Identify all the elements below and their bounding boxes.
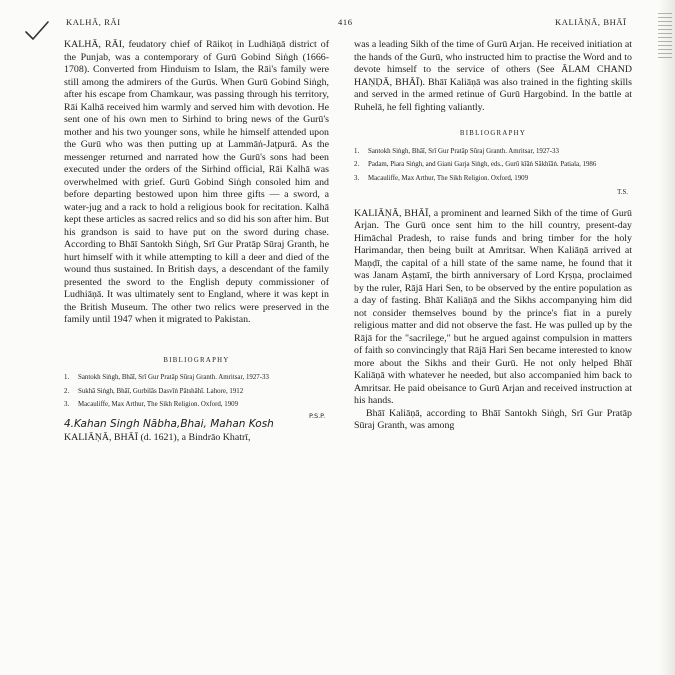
running-header-right: KALIĀṆĀ, BHĀĪ xyxy=(555,17,627,27)
article-kaliana-bhai: KALIĀṆĀ, BHĀĪ, a prominent and learned Sikh of the time of Gurū Arjan. The Gurū once sent him to the hill country, present-day Himāchal Pradesh, to raise funds and bring timber for the holy Harimandar, then being built at Amritsar. When Kaliāṇā arrived at Maṇḍī, the capital of a hill state of the same name, he found that it was Janam Aṣṭamī, the birth anniversary of Lord Kṛṣṇa, proclaimed by the ruler, Rājā Hari Sen, to be observed by the entire population as a day of fasting. Bhāī Kaliāṇā and the Sikhs accompanying him did not consider themselves bound by the prince's fiat in a purely religious matter and did not observe the fast. He was pulled up by the Rājā for the "sacrilege," but he argued against compulsion in matters of faith so convincingly that Rājā Hari Sen became interested to know more about the Sikhs and their Gurū. He not only helped Bhāī Kaliāṇā with whatever he needed, but also accompanied him back to Amritsar. He paid obeisance to Gurū Arjan and received instruction at his hands. xyxy=(354,207,632,407)
left-column xyxy=(64,39,329,444)
article-kalha-rai: KALHĀ, RĀI, feudatory chief of Rāikoṭ in Ludhiāṇā district of the Punjab, was a contemporary of Gurū Gobind Siṅgh (1666-1708). Converted from Hinduism to Islam, the Rāi's family were still among the admirers of the Gurūs. When Gurū Gobind Siṅgh, after his escape from Chamkaur, was passing through his territory, Rāi Kalhā received him warmly and served him with devotion. He sent one of his own men to Sirhind to bring news of the Gurū's mother and his two younger sons, while he himself attended upon the Gurū who was then putting up at Lammāṅ-Jaṭpurā. As the messenger returned and narrated how the Gurū's sons had been executed under the orders of the Sirhind official, Rāi Kalhā was overwhelmed with grief. Gurū Gobind Siṅgh consoled him and before departing bestowed upon him three gifts — a sword, a water-jug and a rack to hold a religious book for recitation. Kalhā kept these articles as sacred relics and so did his son after him. But his grandson is said to have put on the sword during chase. According to Bhāī Santokh Siṅgh, Srī Gur Pratāp Sūraj Granth, he hurt himself with it while attempting to kill a deer and died of the wound thus sustained. In British days, a descendant of the family presented the sword to the English deputy commissioner of Ludhiāṇā. It was ultimately sent to England, where it was kept in the British Museum. The other two relics were preserved in the family until 1947 when it migrated to Pakistan. xyxy=(64,39,329,325)
bibliography-entry: 2. Padam, Piara Siṅgh, and Giani Garja Siṅgh, eds., Gurū kīāṅ Sākhīāṅ. Patiala, 1986 xyxy=(354,161,597,169)
bibliography-list xyxy=(354,147,632,184)
bibliography-entry: 3. Macauliffe, Max Arthur, The Sikh Religion. Oxford, 1909 xyxy=(64,401,239,409)
bibliography-entry: 3. Macauliffe, Max Arthur, The Sikh Religion. Oxford, 1909 xyxy=(354,174,529,182)
handwritten-checkmark-icon xyxy=(24,20,50,42)
bibliography-list xyxy=(64,373,329,410)
right-column xyxy=(354,39,632,433)
binding-speckle xyxy=(658,10,672,58)
bibliography-heading: BIBLIOGRAPHY xyxy=(459,130,527,137)
bibliography-entry: 1. Santokh Siṅgh, Bhāī, Srī Gur Pratāp Sūraj Granth. Amritsar, 1927-33 xyxy=(354,147,559,155)
author-signature: T.S. xyxy=(617,189,628,197)
article-kaliana-bhai-cont: Bhāī Kaliāṇā, according to Bhāī Santokh Siṅgh, Srī Gur Pratāp Sūraj Granth, was among xyxy=(354,407,632,432)
article-kaliana-continued: was a leading Sikh of the time of Gurū Arjan. He received initiation at the hands of the Gurū, who instructed him to practise the Word and to devote himself to the service of others (See ĀLAM CHAND HAṆḌĀ, BHĀĪ). Bhāī Kaliāṇā was also trained in the fighting skills and served in the armed retinue of Gurū Hargobind. In the battle at Ruhelā, he fell fighting valiantly. xyxy=(354,39,632,113)
bibliography-entry: 2. Sukhā Siṅgh, Bhāī, Gurbilās Dasvīṅ Pātshāhī. Lahore, 1912 xyxy=(64,387,244,395)
scan-edge-shadow xyxy=(659,0,675,675)
page-number: 416 xyxy=(338,17,353,27)
running-header-left: KALHĀ, RĀI xyxy=(66,17,121,27)
article-kaliana-bhai-start: KALIĀṆĀ, BHĀĪ (d. 1621), a Bindrāo Khatrī, xyxy=(64,431,251,443)
bibliography-entry: 1. Santokh Siṅgh, Bhāī, Srī Gur Pratāp Sūraj Granth. Amritsar, 1927-33 xyxy=(64,374,269,381)
author-signature: P.S.P. xyxy=(309,411,326,420)
handwritten-note: 4.Kahan Singh Nābha,Bhai, Mahan Kosh P.S.P. xyxy=(64,411,326,430)
bibliography-heading: BIBLIOGRAPHY xyxy=(163,356,230,364)
